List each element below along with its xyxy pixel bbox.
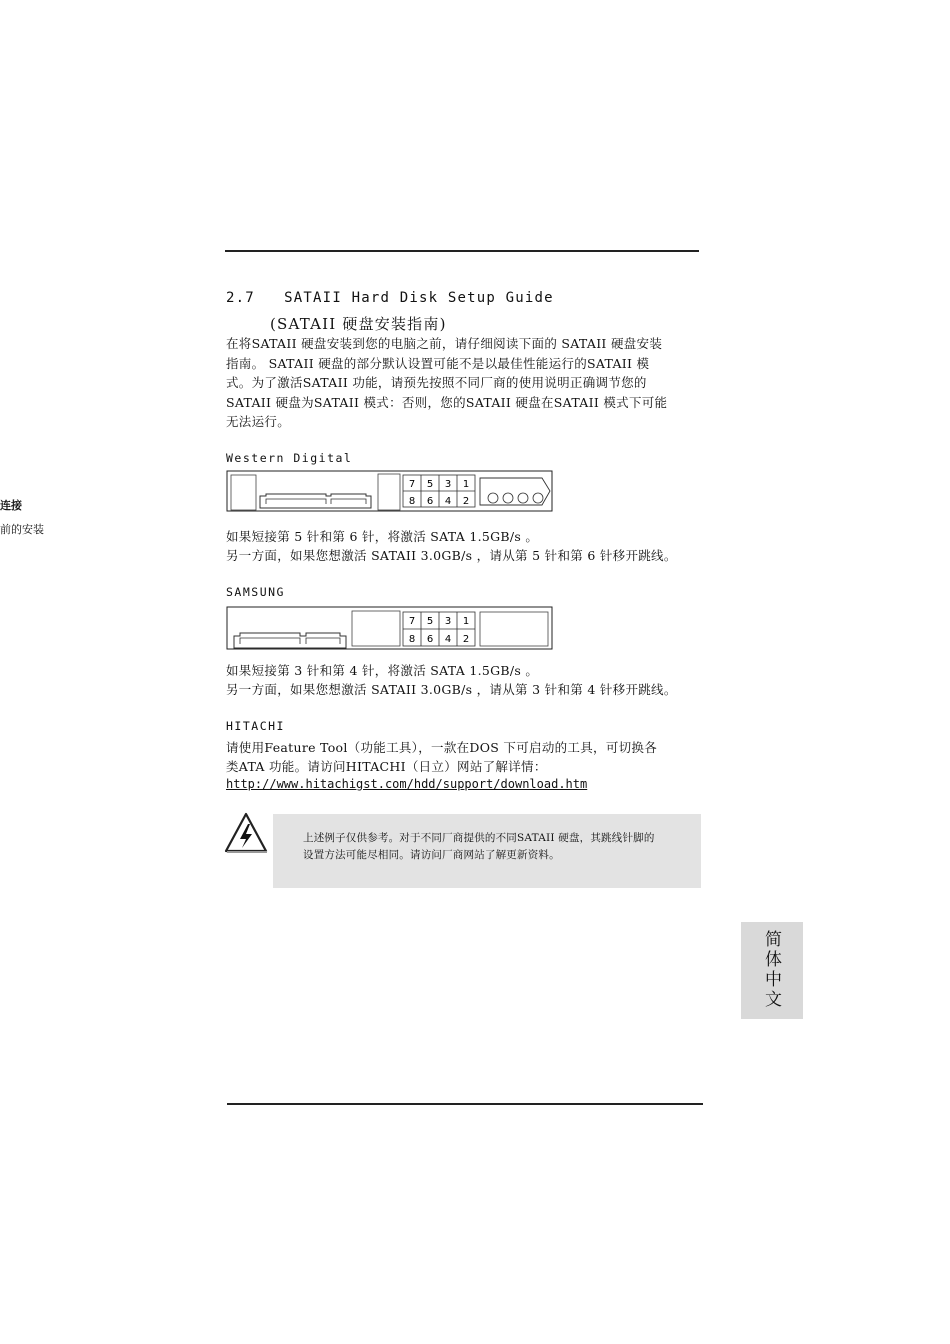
margin-fragment-1: 连接 [0,499,22,512]
jumper-pin-block [403,612,475,646]
pin-number: 6 [426,634,434,645]
hitachi-label: HITACHI [226,719,285,733]
pin-number: 2 [462,496,470,507]
warning-note-text [303,830,655,864]
margin-fragment-2: 前的安装 [0,523,44,536]
pin-number: 4 [444,634,452,645]
warning-line: 设置方法可能尽相同。请访问厂商网站了解更新资料。 [303,849,560,861]
samsung-line-1: 如果短接第 3 针和第 4 针，将激活 SATA 1.5GB/s 。 [226,663,539,678]
pin-number: 7 [408,616,416,627]
section-number: 2.7 [226,290,255,306]
western-digital-line-2: 另一方面，如果您想激活 SATAII 3.0GB/s ，请从第 5 针和第 6 针移开跳线。 [226,548,677,563]
drive-block [352,611,400,646]
section-subtitle: (SATAII 硬盘安装指南) [270,315,447,333]
pin-number: 5 [426,616,434,627]
pin-number: 6 [426,496,434,507]
intro-paragraph [226,334,667,432]
western-digital-label: Western Digital [226,451,353,465]
hitachi-line-2: 类ATA 功能。请访问HITACHI（日立）网站了解详情： [226,759,547,774]
section-heading [226,290,554,306]
intro-line: 式。为了激活SATAII 功能，请预先按照不同厂商的使用说明正确调节您的 [226,375,647,390]
pin-number: 4 [444,496,452,507]
jumper-pin-block [403,475,475,507]
intro-line: 在将SATAII 硬盘安装到您的电脑之前，请仔细阅读下面的 SATAII 硬盘安装 [226,336,663,351]
sata-connector [260,494,371,508]
intro-line: SATAII 硬盘为SATAII 模式：否则，您的SATAII 硬盘在SATAII 模式下可能 [226,394,668,410]
pin-number: 8 [408,496,416,507]
pin-number: 1 [462,616,470,627]
pin-number: 5 [426,479,434,490]
molex-power-connector [480,478,550,505]
intro-line: 无法运行。 [226,414,291,429]
drive-outline [227,607,552,649]
western-digital-drive-diagram [226,470,556,514]
warning-line: 上述例子仅供参考。对于不同厂商提供的不同SATAII 硬盘，其跳线针脚的 [303,832,655,844]
hitachi-support-link[interactable]: http://www.hitachigst.com/hdd/support/download.htm [226,777,588,791]
pin-number: 2 [462,634,470,645]
drive-block [231,475,256,510]
pin-number: 3 [444,616,452,627]
warning-lightning-icon [224,812,268,854]
samsung-drive-diagram [226,606,556,652]
drive-block [480,612,548,646]
samsung-label: SAMSUNG [226,585,285,599]
pin-number: 7 [408,479,416,490]
bottom-rule [227,1103,703,1105]
section-title: SATAII Hard Disk Setup Guide [284,290,554,306]
top-rule [225,250,699,252]
sata-connector-inner [240,638,340,644]
sata-connector-inner [266,499,366,504]
language-tab-label: 简体中文 [761,930,781,1010]
pin-number: 3 [444,479,452,490]
western-digital-line-1: 如果短接第 5 针和第 6 针，将激活 SATA 1.5GB/s 。 [226,529,539,544]
pin-number: 8 [408,634,416,645]
intro-line: 指南。 SATAII 硬盘的部分默认设置可能不是以最佳性能运行的SATAII 模 [226,355,650,371]
sata-connector [234,633,346,648]
samsung-line-2: 另一方面，如果您想激活 SATAII 3.0GB/s ，请从第 3 针和第 4 针移开跳线。 [226,682,677,697]
drive-block [378,474,400,510]
pin-number: 1 [462,479,470,490]
hitachi-line-1: 请使用Feature Tool（功能工具），一款在DOS 下可启动的工具，可切换各 [226,740,658,755]
